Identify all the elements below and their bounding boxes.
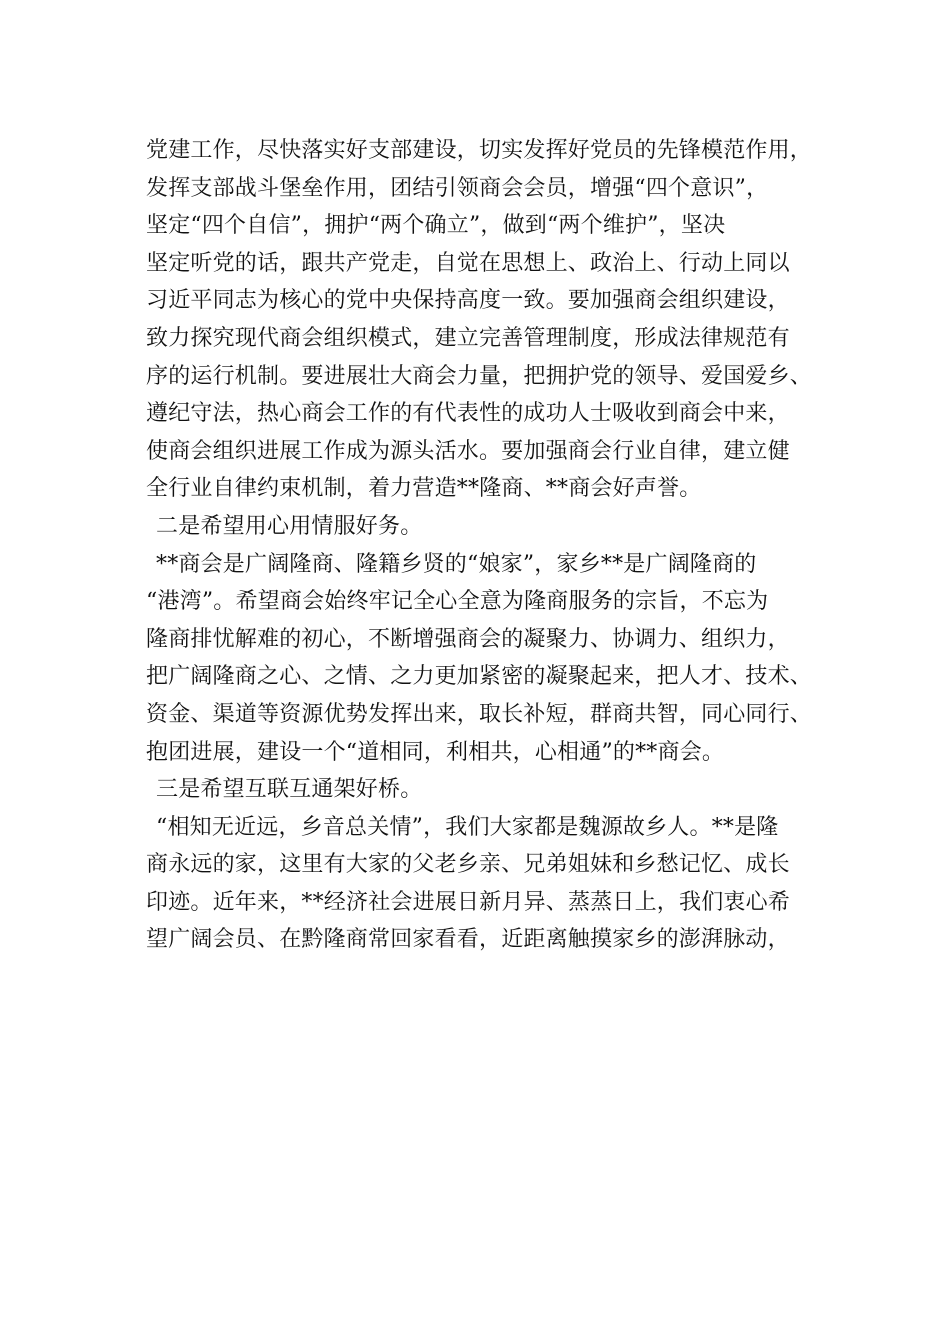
body-text	[146, 132, 836, 959]
text-line: 习近平同志为核心的党中央保持高度一致。要加强商会组织建设，	[146, 288, 790, 314]
text-line: 坚定“四个自信”，拥护“两个确立”，做到“两个维护”，坚决	[146, 213, 726, 239]
text-line: 致力探究现代商会组织模式，建立完善管理制度，形成法律规范有	[146, 325, 790, 351]
text-line: “相知无近远，乡音总关情”，我们大家都是魏源故乡人。**是隆	[156, 814, 779, 840]
text-line: 把广阔隆商之心、之情、之力更加紧密的凝聚起来，把人才、技术、	[146, 664, 813, 690]
text-line: 抱团进展，建设一个“道相同，利相共，心相通”的**商会。	[146, 739, 725, 765]
text-line: **商会是广阔隆商、隆籍乡贤的“娘家”，家乡**是广阔隆商的	[156, 551, 757, 577]
text-line: 印迹。近年来，**经济社会进展日新月异、蒸蒸日上，我们衷心希	[146, 889, 791, 915]
text-line: 全行业自律约束机制，着力营造**隆商、**商会好声誉。	[146, 476, 702, 502]
text-line: 隆商排忧解难的初心，不断增强商会的凝聚力、协调力、组织力，	[146, 626, 790, 652]
text-line: 望广阔会员、在黔隆商常回家看看，近距离触摸家乡的澎湃脉动，	[146, 927, 790, 953]
text-line: 序的运行机制。要进展壮大商会力量，把拥护党的领导、爱国爱乡、	[146, 363, 813, 389]
text-line: 坚定听党的话，跟共产党走，自觉在思想上、政治上、行动上同以	[146, 250, 790, 276]
text-line: 遵纪守法，热心商会工作的有代表性的成功人士吸收到商会中来，	[146, 401, 790, 427]
text-line: 商永远的家，这里有大家的父老乡亲、兄弟姐妹和乡愁记忆、成长	[146, 852, 790, 878]
text-line: 党建工作，尽快落实好支部建设，切实发挥好党员的先锋模范作用，	[146, 138, 813, 163]
text-line: 资金、渠道等资源优势发挥出来，取长补短，群商共智，同心同行、	[146, 701, 813, 727]
text-line: 使商会组织进展工作成为源头活水。要加强商会行业自律，建立健	[146, 438, 790, 464]
section-heading: 二是希望用心用情服好务。	[156, 513, 423, 539]
text-line: “港湾”。希望商会始终牢记全心全意为隆商服务的宗旨，不忘为	[146, 589, 769, 615]
section-heading: 三是希望互联互通架好桥。	[156, 777, 423, 803]
text-line: 发挥支部战斗堡垒作用，团结引领商会会员，增强“四个意识”，	[146, 175, 769, 201]
